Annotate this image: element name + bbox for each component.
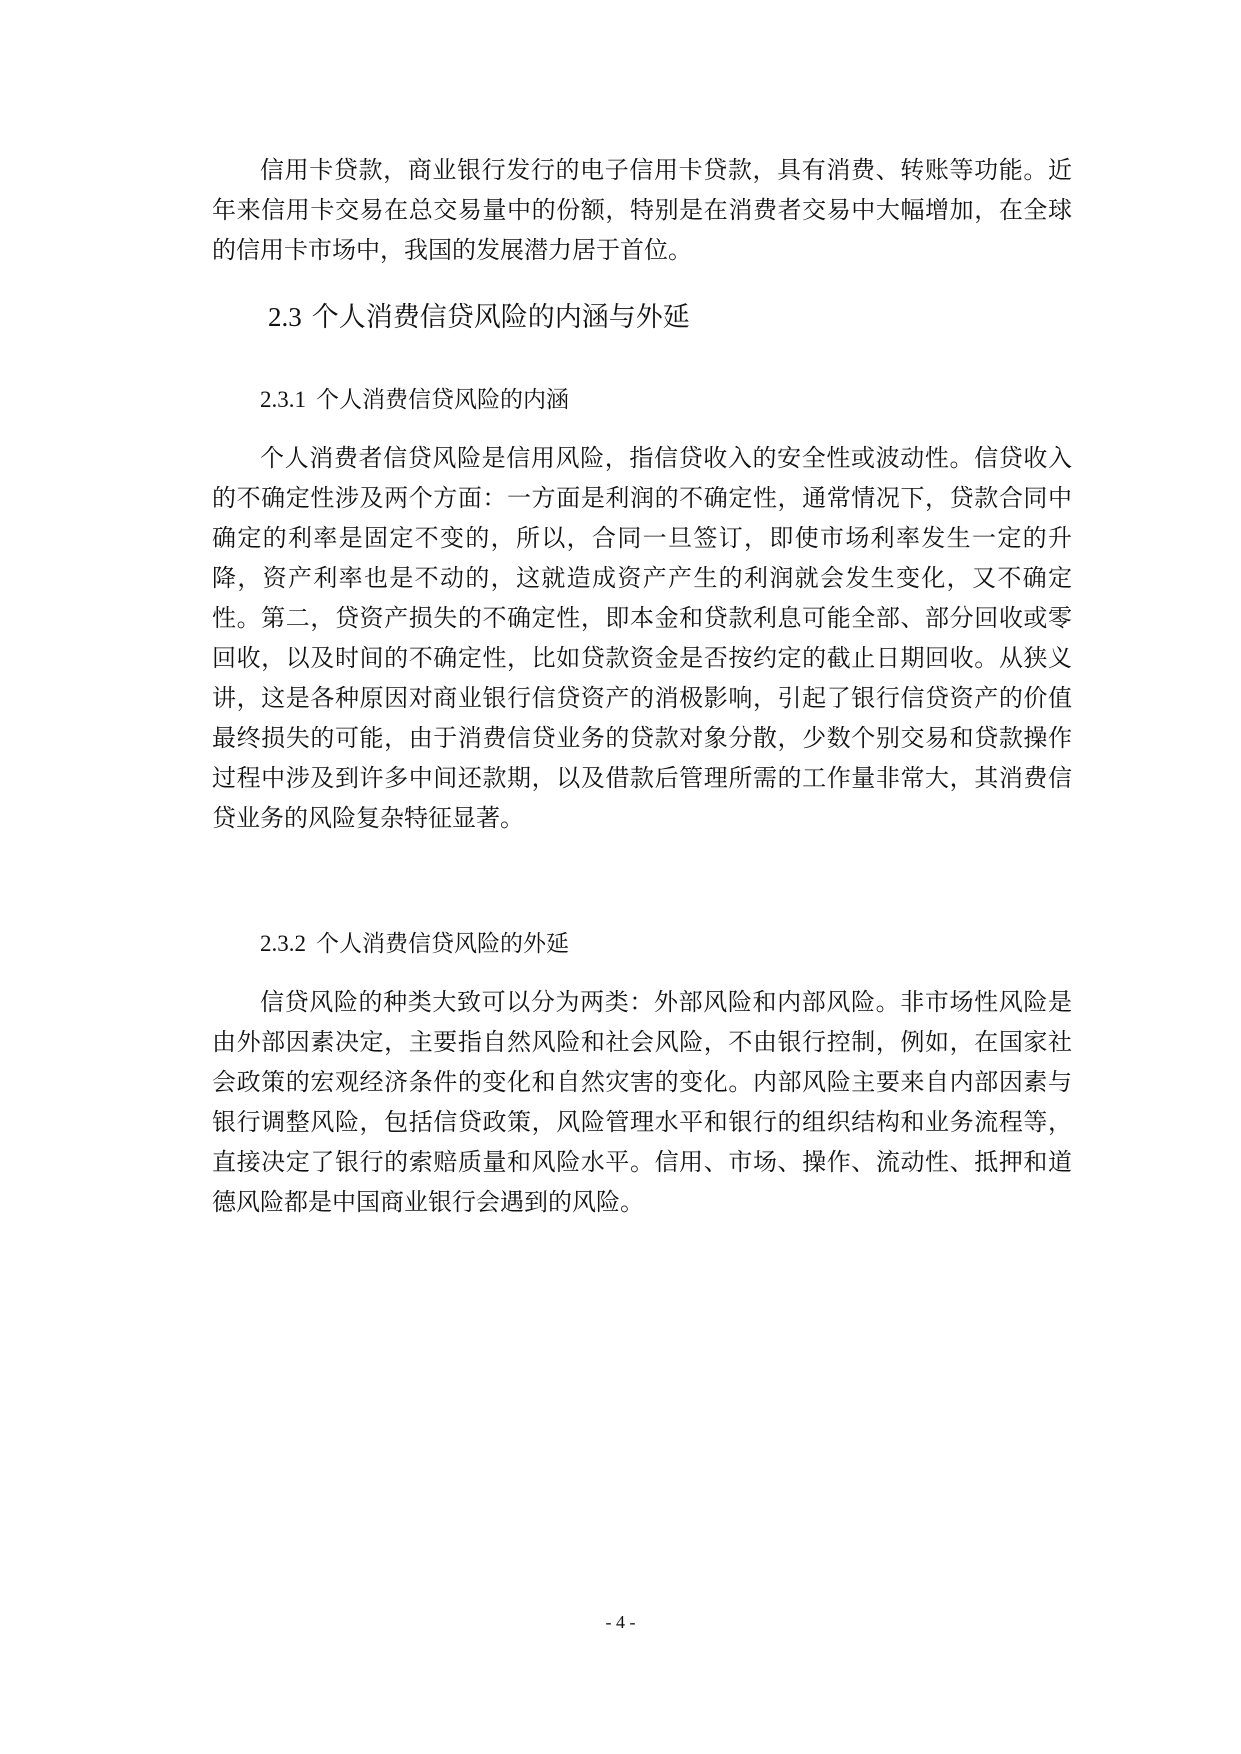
page-number: - 4 -	[605, 1612, 636, 1632]
subsection-title: 个人消费信贷风险的内涵	[316, 387, 569, 413]
subsection-heading-2-3-2	[260, 926, 569, 962]
section-number: 2.3	[268, 302, 302, 332]
intro-paragraph: 信用卡贷款，商业银行发行的电子信用卡贷款，具有消费、转账等功能。近年来信用卡交易在总交易量中的份额，特别是在消费者交易中大幅增加，在全球的信用卡市场中，我国的发展潜力居于首位。	[212, 156, 1072, 264]
subsection-title: 个人消费信贷风险的外延	[316, 931, 569, 957]
subsection-number: 2.3.2	[260, 931, 306, 956]
section-title: 个人消费信贷风险的内涵与外延	[311, 302, 690, 333]
section-heading-2-3	[268, 297, 690, 338]
subsection-2-3-1-body: 个人消费者信贷风险是信用风险，指信贷收入的安全性或波动性。信贷收入的不确定性涉及两个方面：一方面是利润的不确定性，通常情况下，贷款合同中确定的利率是固定不变的，所以，合同一旦签订，即使市场利率发生一定的升降，资产利率也是不动的，这就造成资产产生的利润就会发生变化，又不确定性。第二，贷资产损失的不确定性，即本金和贷款利息可能全部、部分回收或零回收，以及时间的不确定性，比如贷款资金是否按约定的截止日期回收。从狭义讲，这是各种原因对商业银行信贷资产的消极影响，引起了银行信贷资产的价值最终损失的可能，由于消费信贷业务的贷款对象分散，少数个别交易和贷款操作过程中涉及到许多中间还款期，以及借款后管理所需的工作量非常大，其消费信贷业务的风险复杂特征显著。	[212, 444, 1072, 832]
subsection-heading-2-3-1	[260, 382, 569, 418]
subsection-number: 2.3.1	[260, 387, 306, 412]
subsection-2-3-2-body: 信贷风险的种类大致可以分为两类：外部风险和内部风险。非市场性风险是由外部因素决定，主要指自然风险和社会风险，不由银行控制，例如，在国家社会政策的宏观经济条件的变化和自然灾害的变化。内部风险主要来自内部因素与银行调整风险，包括信贷政策，风险管理水平和银行的组织结构和业务流程等，直接决定了银行的索赔质量和风险水平。信用、市场、操作、流动性、抵押和道德风险都是中国商业银行会遇到的风险。	[212, 988, 1072, 1216]
